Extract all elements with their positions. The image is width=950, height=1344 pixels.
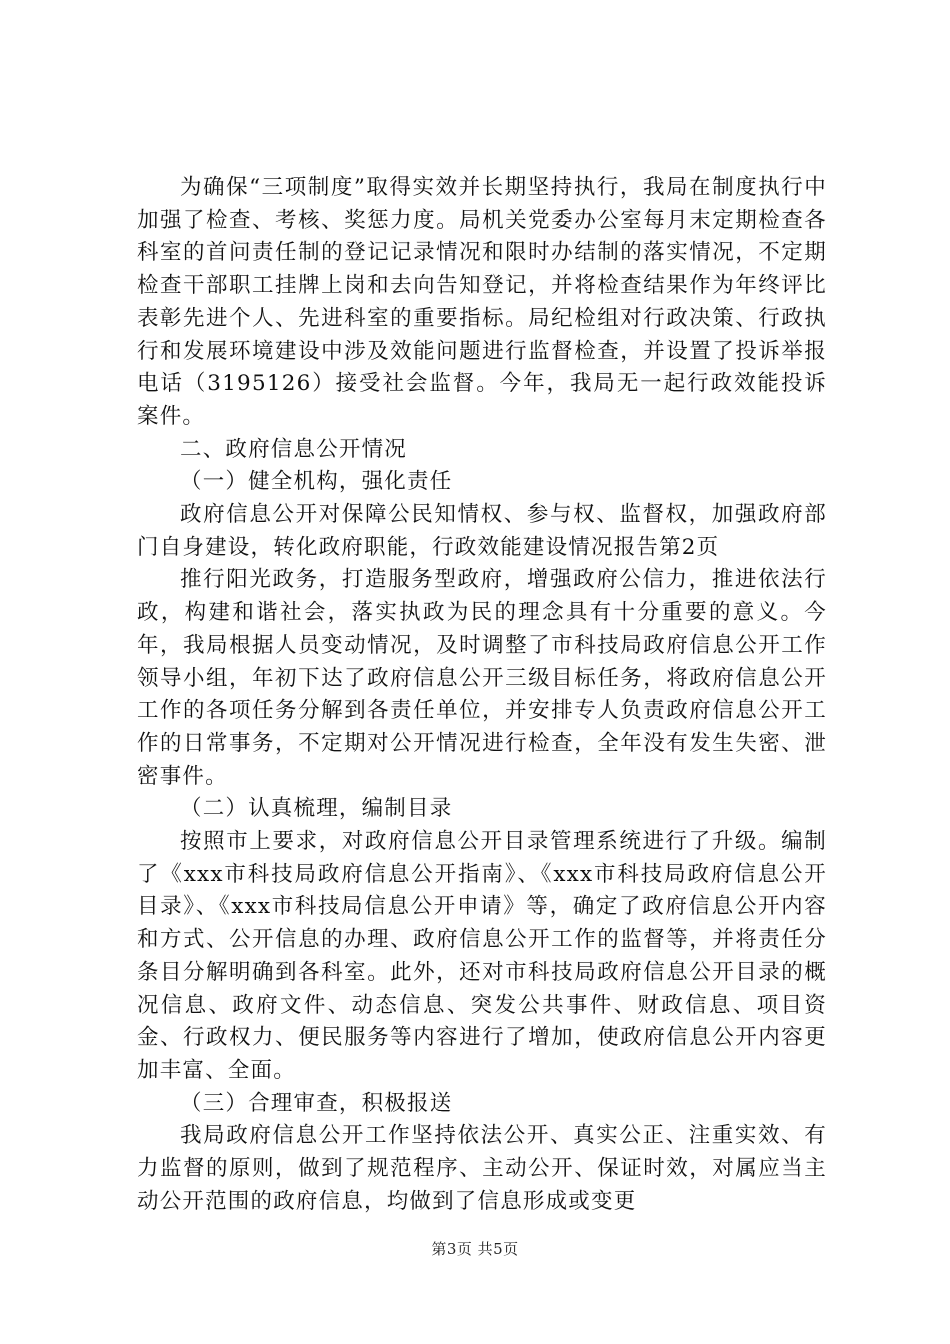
paragraph-review: 我局政府信息公开工作坚持依法公开、真实公正、注重实效、有力监督的原则，做到了规范程序、主动公开、保证时效，对属应当主动公开范围的政府信息，均做到了信息形成或变更 <box>137 1123 827 1214</box>
paragraph-sunshine-governance: 推行阳光政务，打造服务型政府，增强政府公信力，推进依法行政，构建和谐社会，落实执政为民的理念具有十分重要的意义。今年，我局根据人员变动情况，及时调整了市科技局政府信息公开工作领导小组，年初下达了政府信息公开三级目标任务，将政府信息公开工作的各项任务分解到各责任单位，并安排专人负责政府信息公开工作的日常事务，不定期对公开情况进行检查，全年没有发生失密、泄密事件。 <box>137 567 827 789</box>
paragraph-catalog: 按照市上要求，对政府信息公开目录管理系统进行了升级。编制了《xxx市科技局政府信息公开指南》、《xxx市科技局政府信息公开目录》、《xxx市科技局信息公开申请》等，确定了政府信息公开内容和方式、公开信息的办理、政府信息公开工作的监督等，并将责任分条目分解明确到各科室。此外，还对市科技局政府信息公开目录的概况信息、政府文件、动态信息、突发公共事件、财政信息、项目资金、行政权力、便民服务等内容进行了增加，使政府信息公开内容更加丰富、全面。 <box>137 829 827 1083</box>
paragraph-lead: 为确保“三项制度”取得实效并长期坚持执行，我局在制度执行中加强了检查、考核、奖惩力度。局机关党委办公室每月末定期检查各科室的首问责任制的登记记录情况和限时办结制的落实情况，不定期检查干部职工挂牌上岗和去向告知登记，并将检查结果作为年终评比表彰先进个人、先进科室的重要指标。局纪检组对行政决策、行政执行和发展环境建设中涉及效能问题进行监督检查，并设置了投诉举报电话（3195126）接受社会监督。今年，我局无一起行政效能投诉案件。 <box>137 175 827 429</box>
subsection-heading-2: （二）认真梳理，编制目录 <box>180 796 453 822</box>
document-body <box>137 172 827 1219</box>
section-heading-2: 二、政府信息公开情况 <box>180 436 408 462</box>
subsection-heading-1: （一）健全机构，强化责任 <box>180 469 453 495</box>
page-number-footer: 第3页 共5页 <box>431 1240 519 1258</box>
subsection-heading-3: （三）合理审查，积极报送 <box>180 1090 453 1116</box>
paragraph-info-disclosure: 政府信息公开对保障公民知情权、参与权、监督权，加强政府部门自身建设，转化政府职能，行政效能建设情况报告第2页 <box>137 502 827 560</box>
